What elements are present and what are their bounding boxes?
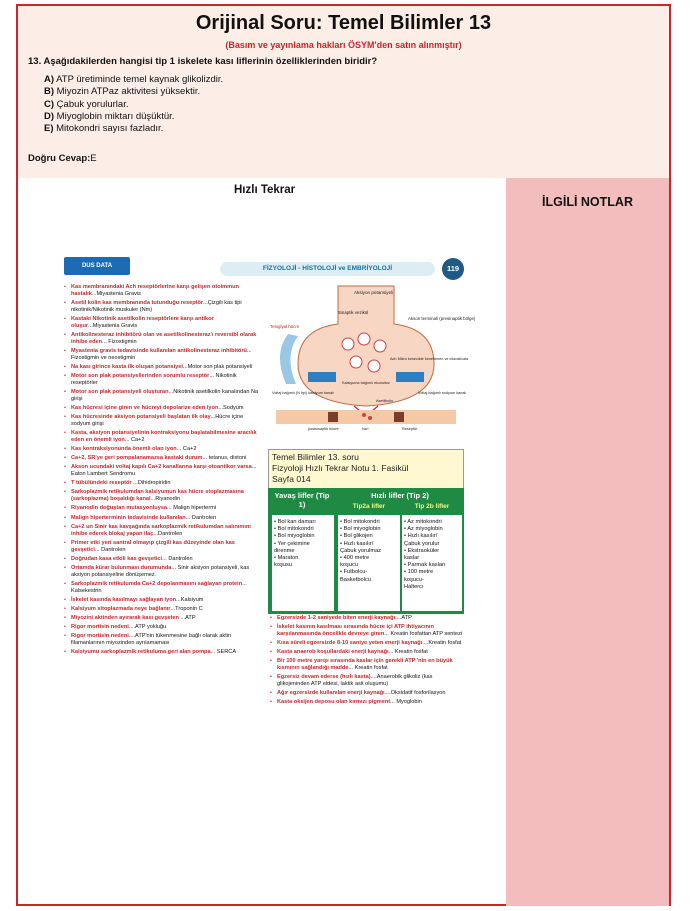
note-answer: ...Hücre içine sodyum girişi xyxy=(71,414,244,428)
note-term: Miyozini aktinden ayırarak kası gevşeten xyxy=(71,614,179,621)
note-item xyxy=(64,316,260,330)
logo-text: DUS DATA xyxy=(81,263,113,269)
note-item xyxy=(64,464,260,478)
note-answer: ... Sinir aksiyon potansiyeli, kas aksiyon potansiyeline dönüşemez. xyxy=(71,564,250,578)
answer-value: E xyxy=(90,153,97,164)
table-cell-line: • Bol miyoglobin xyxy=(274,533,315,540)
note-answer: ....Kreatin fosfat xyxy=(422,640,462,647)
note-answer: ...Dantrolen xyxy=(153,530,183,537)
note-answer: ....ATP xyxy=(395,615,412,622)
note-term: Kısa süreli egzersizde 8-10 saniye yeten enerji kaynağı xyxy=(277,640,423,647)
note-answer: ... Malign hipertermi xyxy=(167,505,217,512)
note-answer: ...Miyastenia Gravis xyxy=(88,322,138,329)
answer-options xyxy=(44,74,223,135)
note-answer: ... Myoglobin xyxy=(390,699,422,706)
option-letter: A) xyxy=(44,74,55,85)
fiber-type-table xyxy=(268,488,464,614)
diagram-label-ach: Asetilkolin xyxy=(376,399,394,403)
notes-panel xyxy=(506,178,669,906)
note-term: Antikolinesteraz inhibitörü olan ve asetilkolinesteraz'ı reversibl olarak inhibe eden xyxy=(71,332,257,345)
note-answer: ...Nikotinik asetilkolin kanalından Na girişi xyxy=(71,389,259,402)
note-item xyxy=(64,615,260,622)
type2b-header: Tip 2b lifler xyxy=(414,503,450,510)
note-term: Malign hiperterminin tedavisinde kullanılan xyxy=(71,514,186,521)
note-term: Asetil kolin kas membranında tutunduğu reseptör xyxy=(71,300,204,306)
answer-option xyxy=(44,99,223,111)
answer-option xyxy=(44,123,223,135)
note-answer: ...Motor son plak potansiyeli xyxy=(182,364,253,370)
diagram-label-vesicle: Sinaptik vezikül xyxy=(338,310,369,315)
note-answer: ....ATP'nin tükenmesine bağlı olarak aktin filamanlarının miyozinden ayrılamaması xyxy=(71,633,232,647)
table-cell-line: Çabuk yorulur xyxy=(404,540,440,547)
note-item xyxy=(64,332,260,346)
table-cell-line: koşucu- xyxy=(404,576,424,583)
table-cell-line: • Az mitokondri xyxy=(404,519,442,525)
note-item xyxy=(64,348,260,362)
note-answer: ...Sodyum xyxy=(218,405,244,412)
note-item xyxy=(64,364,260,371)
note-term: İskelet kasının kasılması sırasında hücre içi ATP ihtiyacının karşılanmasında öncelikle devreye giren xyxy=(277,624,434,638)
note-item xyxy=(64,414,260,428)
note-answer: ...Kalsiyum xyxy=(176,596,204,603)
note-item xyxy=(64,389,260,403)
note-term: Kas hücresinde aksiyon potansiyeli başlatan ilk olay xyxy=(71,414,211,421)
note-item xyxy=(270,690,466,697)
note-item xyxy=(64,430,260,444)
left-notes-column xyxy=(64,284,260,658)
note-item xyxy=(270,624,466,638)
right-notes-column xyxy=(270,606,466,709)
note-item xyxy=(64,556,260,563)
note-term: Na kası girince kasta ilk oluşan potansiyel xyxy=(71,364,183,370)
diagram-label-release: Kalsiyuma bağımlı ekzositoz xyxy=(342,381,390,385)
option-text: Miyozin ATPaz aktivitesi yüksektir. xyxy=(54,86,201,98)
note-item xyxy=(64,606,260,613)
question-box xyxy=(18,6,669,178)
note-item xyxy=(64,565,260,579)
note-answer: ... SERCA xyxy=(210,649,237,656)
diagram-label-terminal: Akson terminali (presinaptik bölge) xyxy=(408,316,476,321)
note-term: Myastenia gravis tedavisinde kullanılan antikolinesteraz inhibitörü xyxy=(71,348,247,354)
table-cell-line: • Yer çekimine xyxy=(274,540,310,547)
note-answer: ... Ca+2 xyxy=(124,437,145,444)
note-term: Kas kontraksiyonunda önemli olan iyon xyxy=(71,446,177,453)
note-item xyxy=(64,524,260,538)
note-term: Sarkoplazmik retikulumdan kalsiyumun kas hücre stoplazmasına (sarkoplazma) boşaldığı kanal xyxy=(71,489,244,503)
page-title: Orijinal Soru: Temel Bilimler 13 xyxy=(195,12,492,34)
diagram-label-na: Na+ xyxy=(362,427,370,431)
table-cell-line: • Maraton xyxy=(274,555,299,562)
note-item xyxy=(64,505,260,512)
note-term: Motor son plak potansiyeli oluşturan xyxy=(71,389,169,396)
note-term: Kalsiyumu sarkoplazmik retikuluma geri alan pompa xyxy=(71,649,211,656)
note-answer: ...Miyastenia Gravis xyxy=(91,290,141,297)
note-term: Rigor mortisin nedeni xyxy=(71,633,129,640)
table-cell-line: Basketbolcu xyxy=(340,576,371,583)
note-term: Riyanodin doğuştan mutasyonluysa xyxy=(71,505,168,512)
note-answer: ... Fizostigmin ve neostigmin xyxy=(71,348,252,361)
diagram-label-store: Ach Mikro kesecikte kenetlenen ve ekzositozla xyxy=(390,357,469,361)
note-answer: ... Kreatin fosfat xyxy=(348,665,388,672)
note-answer: ... Eaton Lambert Sendromu xyxy=(71,464,257,478)
diagram-label-potential: Aksiyon potansiyeli xyxy=(354,290,394,295)
table-cell-line: Haltercı xyxy=(404,583,424,590)
source-line-1: Temel Bilimler 13. soru xyxy=(272,452,359,462)
table-cell-line: • Parmak kasları xyxy=(404,562,446,569)
diagram-label-gate2: Voltaj bağımlı sodyum kanalı xyxy=(418,391,467,395)
note-item xyxy=(64,455,260,462)
option-letter: C) xyxy=(44,98,55,110)
type2a-cell xyxy=(338,515,400,611)
note-answer: ....Anaerobik glikoliz (kas glikojeninden ATP eldesi, laktik asit oluşumu) xyxy=(277,674,433,688)
rights-notice: (Basım ve yayınlama hakları ÖSYM'den satın alınmıştır) xyxy=(225,40,462,50)
note-answer: ...Riyanodin xyxy=(150,496,181,503)
note-item xyxy=(64,489,260,503)
note-answer: ...Çizgili kas tipi nikotinik/Nikotinik muskuler (Nm) xyxy=(71,300,242,313)
option-letter: D) xyxy=(44,110,55,122)
diagram-label-gate: Voltaj bağımlı (N tipi) kalsiyum kanalı xyxy=(272,391,335,395)
note-item xyxy=(270,615,466,622)
table-cell-line: • Hızlı kasılır/ xyxy=(404,533,438,540)
slow-fiber-cell xyxy=(272,515,334,611)
note-item xyxy=(64,446,260,453)
source-line-3: Sayfa 014 xyxy=(272,474,311,484)
note-term: Kastaki Nikotinik asetilkolin reseptörlere karşı antikor oluşur xyxy=(71,316,214,329)
note-term: Kas membranındaki Ach reseptörlerine karşı gelişen otoimmun hastalık xyxy=(71,284,239,297)
table-cell-line: • 400 metre xyxy=(340,555,370,562)
table-cell-line: • Hızlı kasılır/ xyxy=(340,540,374,547)
slow-fiber-header: Yavaş lifler (Tip 1) xyxy=(274,491,330,509)
table-cell-line: • Bol glikojen xyxy=(340,533,373,540)
note-term: Kasta, aksiyon potansiyelinin kontraksiyonu başlatabilmesine aracılık eden en önemli iyon xyxy=(71,430,257,444)
note-term: Akson ucundaki voltaj kapılı Ca+2 kanallarına karşı otoantikor varsa xyxy=(71,464,252,471)
note-item xyxy=(64,540,260,554)
note-item xyxy=(64,300,260,314)
correct-answer xyxy=(28,153,97,164)
note-term: Kalsiyum sitoplazmada neye bağlanır xyxy=(71,605,171,612)
note-term: Primer etki yeri santral olmayıp çizgili kas düzeyinde olan kas gevşetici xyxy=(71,539,235,553)
note-term: Egzersizde 1-2 saniyede biten enerji kaynağı xyxy=(277,615,396,622)
table-cell-line: direnme xyxy=(274,547,295,554)
source-reference-box xyxy=(268,449,464,489)
diagram-label-receptor: Reseptör xyxy=(402,427,418,431)
note-answer: ....Oksidatif fosforilasyon xyxy=(384,690,446,697)
table-cell-line: • Az miyoglobin xyxy=(404,526,443,533)
table-cell-line: • Ekstraoküler xyxy=(404,547,440,554)
note-item xyxy=(64,597,260,604)
table-cell-line: • Bol miyoglobin xyxy=(340,526,381,533)
note-answer: ...Dihidropiridin xyxy=(131,480,171,487)
question-text: 13. Aşağıdakilerden hangisi tip 1 iskelete kası liflerinin özelliklerinden biridir? xyxy=(28,56,378,67)
note-answer: ... Ca+2 xyxy=(176,446,197,453)
note-answer: ... Dantrolen xyxy=(162,555,193,562)
note-answer: ... Fizostigmin xyxy=(102,338,137,345)
note-term: Kas hücresi içine giren ve hücreyi depolarize eden iyon xyxy=(71,405,219,412)
notes-title: İLGİLİ NOTLAR xyxy=(542,195,633,209)
note-term: Sarkoplazmik retikulumda Ca+2 depolanmasını sağlayan protein xyxy=(71,580,243,587)
page-number: 119 xyxy=(442,258,464,280)
note-item xyxy=(64,284,260,298)
synapse-diagram xyxy=(268,284,476,434)
option-letter: E) xyxy=(44,123,54,135)
note-item xyxy=(270,658,466,672)
diagram-label-plate: postsinaptik hücre xyxy=(308,427,339,431)
note-item xyxy=(64,581,260,595)
note-item xyxy=(270,699,466,706)
table-cell-line: koşusu xyxy=(274,562,293,569)
answer-option xyxy=(44,86,223,98)
note-term: Kasta oksijen deposu olan kırmızı pigment xyxy=(277,699,391,706)
note-answer: ....ATP yokluğu xyxy=(128,624,167,631)
option-text: Çabuk yorulurlar. xyxy=(54,98,129,110)
note-answer: ...ATP xyxy=(178,614,196,621)
note-term: Ca+2 un Sinir kas kavşağında sarkoplazmik retikulumdan salınımını inhibe ederek blokaj yapan ilaç xyxy=(71,523,251,537)
note-term: Bir 100 metre yarışı sırasında kaslar için gerekli ATP 'nin en büyük kısmının sağlandığı madde xyxy=(277,658,453,672)
note-term: Kasta anaerob koşullardaki enerji kaynağı xyxy=(277,649,389,656)
note-item xyxy=(64,649,260,656)
diagram-label-cell: Teloglyal hücre xyxy=(270,324,300,329)
note-term: İskelet kasında kasılmayı sağlayan iyon xyxy=(71,596,177,603)
note-item xyxy=(64,405,260,412)
table-cell-line: • Futbolcu- xyxy=(340,569,368,576)
note-answer: ... Kalsekestrin xyxy=(71,580,247,594)
note-answer: ... Kreatin fosfat xyxy=(388,649,428,656)
fast-fiber-header: Hızlı lifler (Tip 2) xyxy=(371,491,429,500)
note-item xyxy=(270,674,466,688)
note-term: Ağır egzersizde kullanılan enerji kaynağı xyxy=(277,690,385,697)
table-cell-line: • Bol mitokondri xyxy=(340,519,380,525)
type2a-header: Tip2a lifler xyxy=(352,503,386,510)
note-item xyxy=(270,640,466,647)
answer-label: Doğru Cevap: xyxy=(28,153,91,164)
page-frame xyxy=(16,4,671,906)
answer-option xyxy=(44,74,223,86)
source-line-2: Fizyoloji Hızlı Tekrar Notu 1. Fasikül xyxy=(272,463,409,473)
note-term: Motor son plak potansiyellerinden sorumlu reseptör xyxy=(71,373,210,380)
note-term: T tübülündeki reseptör xyxy=(71,480,132,487)
note-answer: ... Kreatin fosfattan ATP sentezi xyxy=(384,631,463,638)
note-item xyxy=(64,480,260,487)
table-cell-line: • Bol kan damarı xyxy=(274,519,316,525)
note-answer: ... Nikotinik reseptörler xyxy=(71,373,237,386)
note-term: Rigor mortisin nedeni xyxy=(71,624,129,631)
note-item xyxy=(64,633,260,647)
table-cell-line: koşucu xyxy=(340,562,359,569)
note-answer: ... tetanus, distoni xyxy=(202,455,247,462)
note-item xyxy=(64,624,260,631)
option-text: Miyoglobin miktarı düşüktür. xyxy=(54,110,175,122)
table-cell-line: • 100 metre xyxy=(404,569,434,576)
note-term: Doğrudan kasa etkili kas gevşetici xyxy=(71,555,163,562)
review-title: Hızlı Tekrar xyxy=(234,184,296,196)
note-term: Egzersiz devam ederse (hızlı kasta) xyxy=(277,674,371,681)
note-answer: ...Troponin C xyxy=(170,605,203,612)
option-text: Mitokondri sayısı fazladır. xyxy=(53,123,164,135)
note-answer: ... Dantrolen xyxy=(185,514,217,521)
answer-option xyxy=(44,111,223,123)
chapter-banner: FİZYOLOJİ - HİSTOLOJİ ve EMBRİYOLOJİ xyxy=(220,262,435,276)
type2b-cell xyxy=(402,515,462,611)
note-item xyxy=(270,649,466,656)
table-cell-line: kaslar xyxy=(404,555,420,562)
option-letter: B) xyxy=(44,86,55,98)
note-term: Ortamda kürar bulunması durumunda xyxy=(71,564,172,571)
option-text: ATP üretiminde temel kaynak glikolizdir. xyxy=(54,74,224,85)
table-cell-line: • Bol mitokondri xyxy=(274,526,314,533)
table-cell-line: Çabuk yorulmaz xyxy=(340,547,382,554)
note-answer: ... Dantrolen xyxy=(94,546,126,553)
note-item xyxy=(64,515,260,522)
note-item xyxy=(64,373,260,387)
note-term: Ca+2, SR'ye geri pompalanamazsa kastaki durum xyxy=(71,455,203,462)
